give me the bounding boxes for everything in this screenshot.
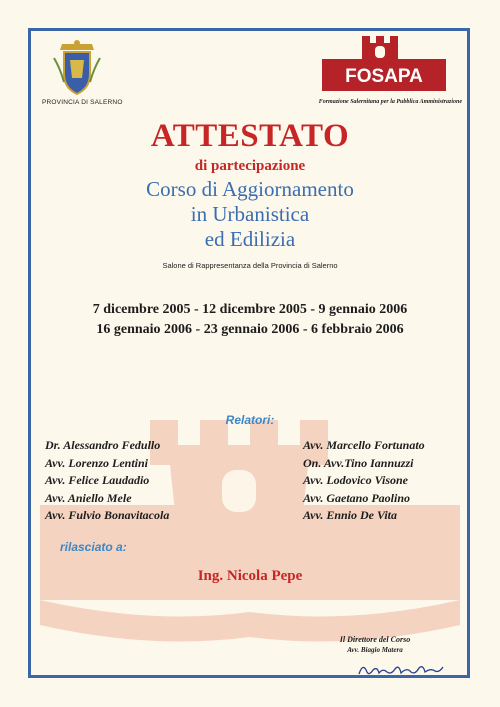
speaker-item: Avv. Lorenzo Lentini xyxy=(45,455,148,470)
recipient-name: Ing. Nicola Pepe xyxy=(197,568,303,584)
speaker-item: Avv. Lodovico Visone xyxy=(303,473,408,487)
speaker-item: Avv. Ennio De Vita xyxy=(303,508,398,522)
speaker-item: Avv. Aniello Mele xyxy=(45,490,132,505)
speaker-item: Avv. Felice Laudadio xyxy=(45,473,150,487)
issued-to-label: rilasciato a: xyxy=(60,540,127,554)
speaker-item: Avv. Gaetano Paolino xyxy=(303,490,410,505)
speakers-right-list xyxy=(303,437,425,525)
province-label: PROVINCIA DI SALERNO xyxy=(42,99,123,106)
fosapa-castle-logo xyxy=(318,34,450,94)
speakers-heading: Relatori: xyxy=(225,413,275,427)
course-dates xyxy=(0,300,500,340)
course-line: ed Edilizia xyxy=(204,227,296,251)
certificate-subtitle: di partecipazione xyxy=(194,158,306,174)
venue-text: Salone di Rappresentanza della Provincia di Salerno xyxy=(162,261,338,270)
director-name: Avv. Biagio Matera xyxy=(347,646,403,654)
director-signature xyxy=(355,658,445,680)
speaker-item: Avv. Fulvio Bonavitacola xyxy=(45,508,170,522)
speaker-item: Dr. Alessandro Fedullo xyxy=(45,438,161,452)
dates-line: 16 gennaio 2006 - 23 gennaio 2006 - 6 febbraio 2006 xyxy=(96,322,404,337)
speaker-item: Avv. Marcello Fortunato xyxy=(303,438,425,452)
course-line: Corso di Aggiornamento xyxy=(146,177,354,201)
course-name xyxy=(0,177,500,252)
certificate-title: ATTESTATO xyxy=(150,118,350,154)
director-role: Il Direttore del Corso xyxy=(339,635,411,644)
speakers-left-list xyxy=(45,437,169,525)
fosapa-logo-text: FOSAPA xyxy=(345,66,423,87)
dates-line: 7 dicembre 2005 - 12 dicembre 2005 - 9 gennaio 2006 xyxy=(92,302,408,317)
speaker-item: On. Avv.Tino Iannuzzi xyxy=(303,455,414,470)
provincia-di-salerno-crest-icon xyxy=(52,38,102,96)
fosapa-tagline: Formazione Salernitana per la Pubblica Amministrazione xyxy=(318,99,462,105)
course-line: in Urbanistica xyxy=(190,202,310,226)
